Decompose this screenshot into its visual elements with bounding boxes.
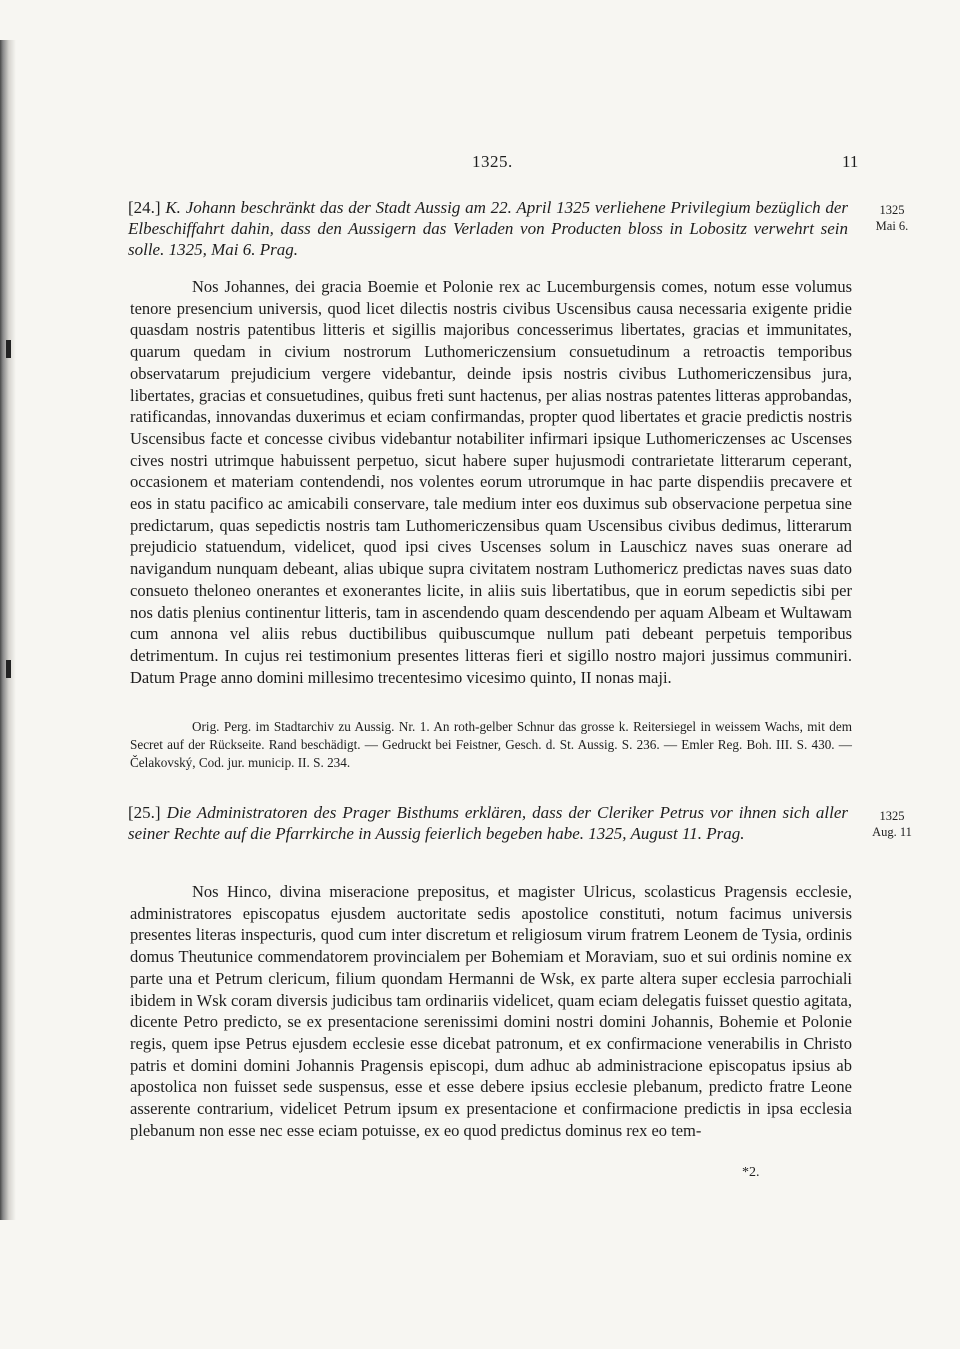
margin-date-day: Aug. 11 xyxy=(872,825,912,839)
running-header-year: 1325. xyxy=(472,152,513,171)
document-heading xyxy=(128,197,848,260)
margin-date-day: Mai 6. xyxy=(875,219,909,233)
binding-mark xyxy=(6,660,11,678)
page-number: 11 xyxy=(842,152,859,171)
binding-edge xyxy=(0,40,16,1220)
margin-date-year: 1325 xyxy=(879,809,905,823)
charter-text: Nos Hinco, divina miseracione prepositus, et magister Ulricus, scolasticus Pragensis ecclesie, administratores episcopatus ejusdem auctoritate sedis apostolice constituti, notum facimus universis presentes literas inspecturis, quod cum inter discretum et religiosum virum fratrem Leonem de Tysia, ordinis domus Theutunice commendatorem provincialem per Bohemiam et Moraviam, suo et sui ordinis nomine ex parte una et Petrum clericum, filium quondam Hermanni de Wsk, ex parte altera super ecclesia parrochiali ibidem in Wsk coram diversis judicibus tam ordinariis videlicet, quam eciam delegatis fuisset questio agitata, dicente Petro predicto, se ex presentacione serenissimi domini nostri domini Johannis, Bohemie et Polonie regis, quem ipse Petrus ejusdem ecclesie esse dicebat patronum, et ex confirmacione venerabilis in Christo patris et domini domini Johannis Pragensis episcopi, dum adhuc ab administracione episcopatus ipsius ab apostolica non fuisset sede suspensus, esse et esse debere ipsius ecclesie plebanum, predicto fratre Leone asserente contrarium, videlicet Petrum ipsum ex presentacione et confirmacione predictis in ipsa ecclesia plebanum non esse nec esse eciam potuisse, ex eo quod predictus dominus rex eo tem- xyxy=(130,882,852,1140)
document-title: K. Johann beschränkt das der Stadt Aussig am 22. April 1325 verliehene Privilegium bezüglich der Elbeschiffahrt dahin, dass den Aussigern das Verladen von Producten bloss in Lobositz verwehrt sein solle. 1325, Mai 6. Prag. xyxy=(128,198,848,259)
document-number: [24.] xyxy=(128,198,161,217)
document-number: [25.] xyxy=(128,803,161,822)
margin-date-year: 1325 xyxy=(879,203,905,217)
binding-mark xyxy=(6,340,11,358)
document-title: Die Administratoren des Prager Bisthums erklären, dass der Cleriker Petrus vor ihnen sich aller seiner Rechte auf die Pfarrkirche in Aussig feierlich begeben habe. 1325, August 11. Prag. xyxy=(128,803,849,843)
margin-date xyxy=(862,202,922,234)
source-note: Orig. Perg. im Stadtarchiv zu Aussig. Nr. 1. An roth-gelber Schnur das grosse k. Reitersiegel in weissem Wachs, mit dem Secret auf der Rückseite. Rand beschädigt. — Gedruckt bei Feistner, Gesch. d. St. Aussig. S. 236. — Emler Reg. Boh. III. S. 430. — Čelakovský, Cod. jur. municip. II. S. 234. xyxy=(130,719,852,770)
document-heading xyxy=(128,802,848,844)
charter-text: Nos Johannes, dei gracia Boemie et Polonie rex ac Lucemburgensis comes, notum esse volumus tenore presencium universis, quod licet dilectis nostris civibus Uscensibus causa necessaria exigente pridie quasdam nostris patentibus litteris et sigillis majoribus concesserimus libertates, gracias et immunitates, quarum quedam in civium nostrorum Luthomericzensium consuetudinum a retroactis temporibus observatarum prejudicium vergere videbantur, deinde ipsis nostris civibus Luthomericzensibus jura, libertates, gracias et consuetudines, quibus freti sunt hactenus, per alias nostras patentes litteras approbandas, ratificandas, innovandas duxerimus et eciam confirmandas, propter quod libertates et gracie predictis nostris Uscensibus facte et concesse civibus videbantur notabiliter infirmari ipsique Luthomericzenses ac Uscenses cives nostri utrimque habuissent perpetuo, sicut habere super hujusmodi contrarietate litterarum ceperant, occasionem et materiam contendendi, nos volentes eorum utrorumque in hac parte dispendiis precavere et eos in statu pacifico ac amicabili conservare, tale medium inter eos duximus sub observacione perpetua sine predictarum, quas sepedictis nostris tam Luthomericzensibus quam Uscensibus civibus dedimus, litterarum prejudicio statuendum, videlicet, quod ipsi cives Uscenses solum in Lauschicz naves suas onerare ad navigandum nunquam debeant, alias ubique supra civitatem nostram Luthomericz predictas naves suas dato consueto theloneo onerantes et exonerantes licite, in aliis suis libertatibus, que in eorum sepedictis sibi per nos datis plenius continentur litteris, tam in ascendendo quam descendendo per aquam Albeam et Wultawam cum annona vel aliis rebus ductibilibus quibuscumque nullum pati debeant perpetuis temporibus detrimentum. In cujus rei testimonium presentes litteras fieri et sigillo nostro majori jussimus communiri. Datum Prage anno domini millesimo trecentesimo vicesimo quinto, II nonas maji. xyxy=(130,277,852,687)
margin-date xyxy=(862,808,922,840)
signature-mark: *2. xyxy=(742,1165,760,1180)
